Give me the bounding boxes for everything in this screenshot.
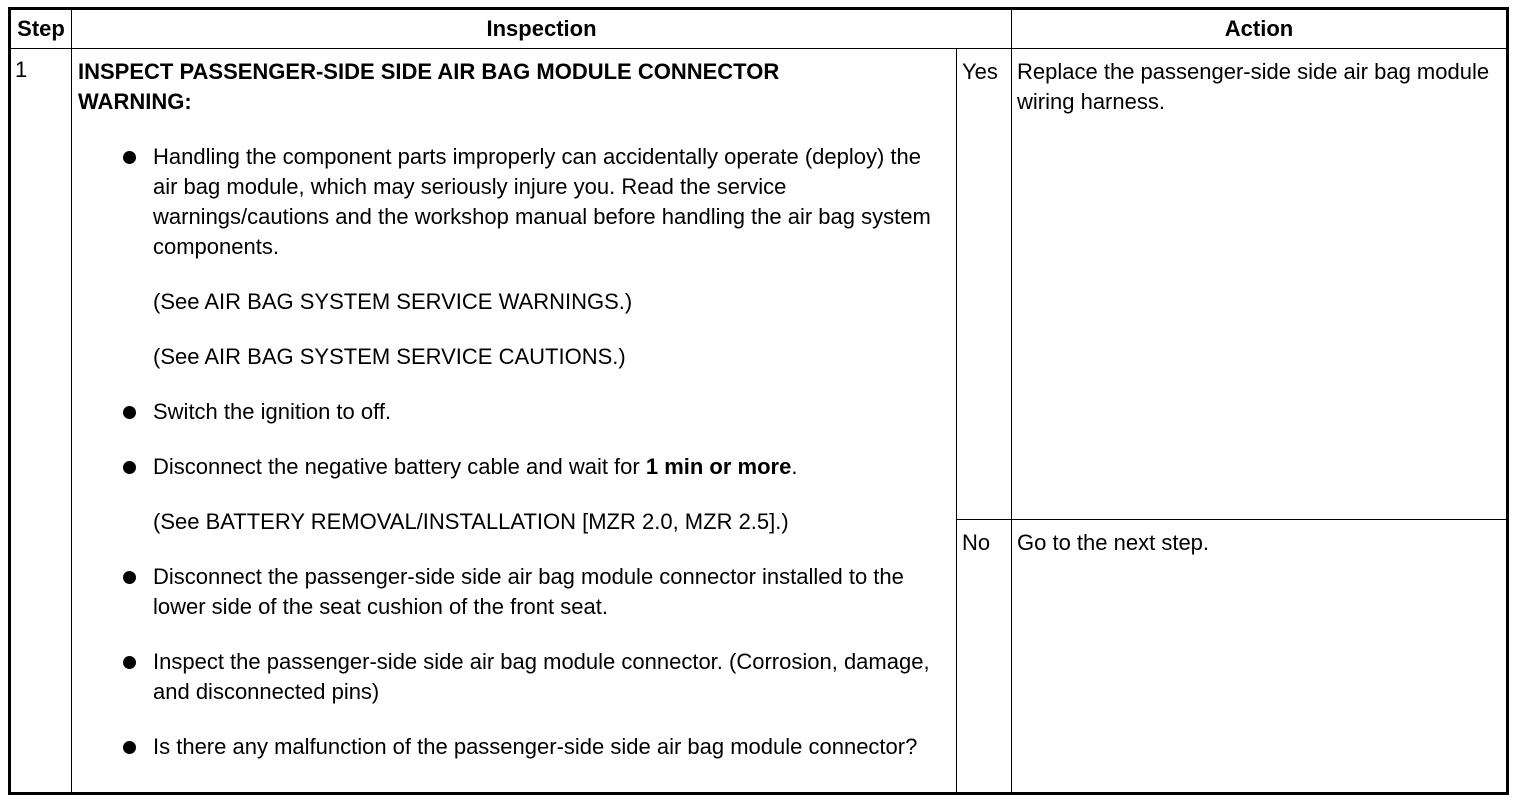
list-item bbox=[78, 562, 950, 622]
list-item bbox=[78, 647, 950, 707]
inspection-title: INSPECT PASSENGER-SIDE SIDE AIR BAG MODULE CONNECTOR bbox=[78, 59, 780, 84]
no-label: No bbox=[957, 520, 1012, 794]
bullet-icon bbox=[123, 571, 136, 584]
item-text-end: . bbox=[791, 454, 798, 479]
bullet-icon bbox=[123, 406, 136, 419]
header-step: Step bbox=[10, 9, 72, 49]
item-text: Is there any malfunction of the passenger-side side air bag module connector? bbox=[153, 734, 918, 759]
list-item bbox=[78, 397, 950, 427]
list-item bbox=[78, 732, 950, 762]
bullet-icon bbox=[123, 461, 136, 474]
bullet-icon bbox=[123, 656, 136, 669]
yes-label: Yes bbox=[957, 49, 1012, 520]
diagnostic-table bbox=[8, 7, 1509, 795]
inspection-cell bbox=[72, 49, 957, 794]
bullet-icon bbox=[123, 151, 136, 164]
warning-label: WARNING: bbox=[78, 89, 192, 114]
yes-action: Replace the passenger-side side air bag module wiring harness. bbox=[1012, 49, 1508, 520]
step-row-yes bbox=[10, 49, 1508, 520]
step-number: 1 bbox=[10, 49, 72, 794]
item-text: Handling the component parts improperly can accidentally operate (deploy) the air bag module, which may seriously injure you. Read the service warnings/cautions and the workshop manual before handling the air bag system components. bbox=[153, 144, 931, 259]
bullet-icon bbox=[123, 741, 136, 754]
header-inspection: Inspection bbox=[72, 9, 1012, 49]
item-text: Disconnect the passenger-side side air bag module connector installed to the lower side of the seat cushion of the front seat. bbox=[153, 564, 904, 619]
header-action: Action bbox=[1012, 9, 1508, 49]
reference-link: (See AIR BAG SYSTEM SERVICE CAUTIONS.) bbox=[153, 344, 626, 369]
item-text: Switch the ignition to off. bbox=[153, 399, 392, 424]
inspection-steps bbox=[78, 142, 950, 762]
list-item bbox=[78, 142, 950, 372]
header-row bbox=[10, 9, 1508, 49]
item-text: Disconnect the negative battery cable and wait for bbox=[153, 454, 646, 479]
reference-link: (See BATTERY REMOVAL/INSTALLATION [MZR 2.0, MZR 2.5].) bbox=[153, 509, 789, 534]
item-text: Inspect the passenger-side side air bag module connector. (Corrosion, damage, and disconnected pins) bbox=[153, 649, 930, 704]
item-text-bold: 1 min or more bbox=[645, 454, 792, 479]
list-item bbox=[78, 452, 950, 537]
no-action: Go to the next step. bbox=[1012, 520, 1508, 794]
reference-link: (See AIR BAG SYSTEM SERVICE WARNINGS.) bbox=[153, 289, 633, 314]
